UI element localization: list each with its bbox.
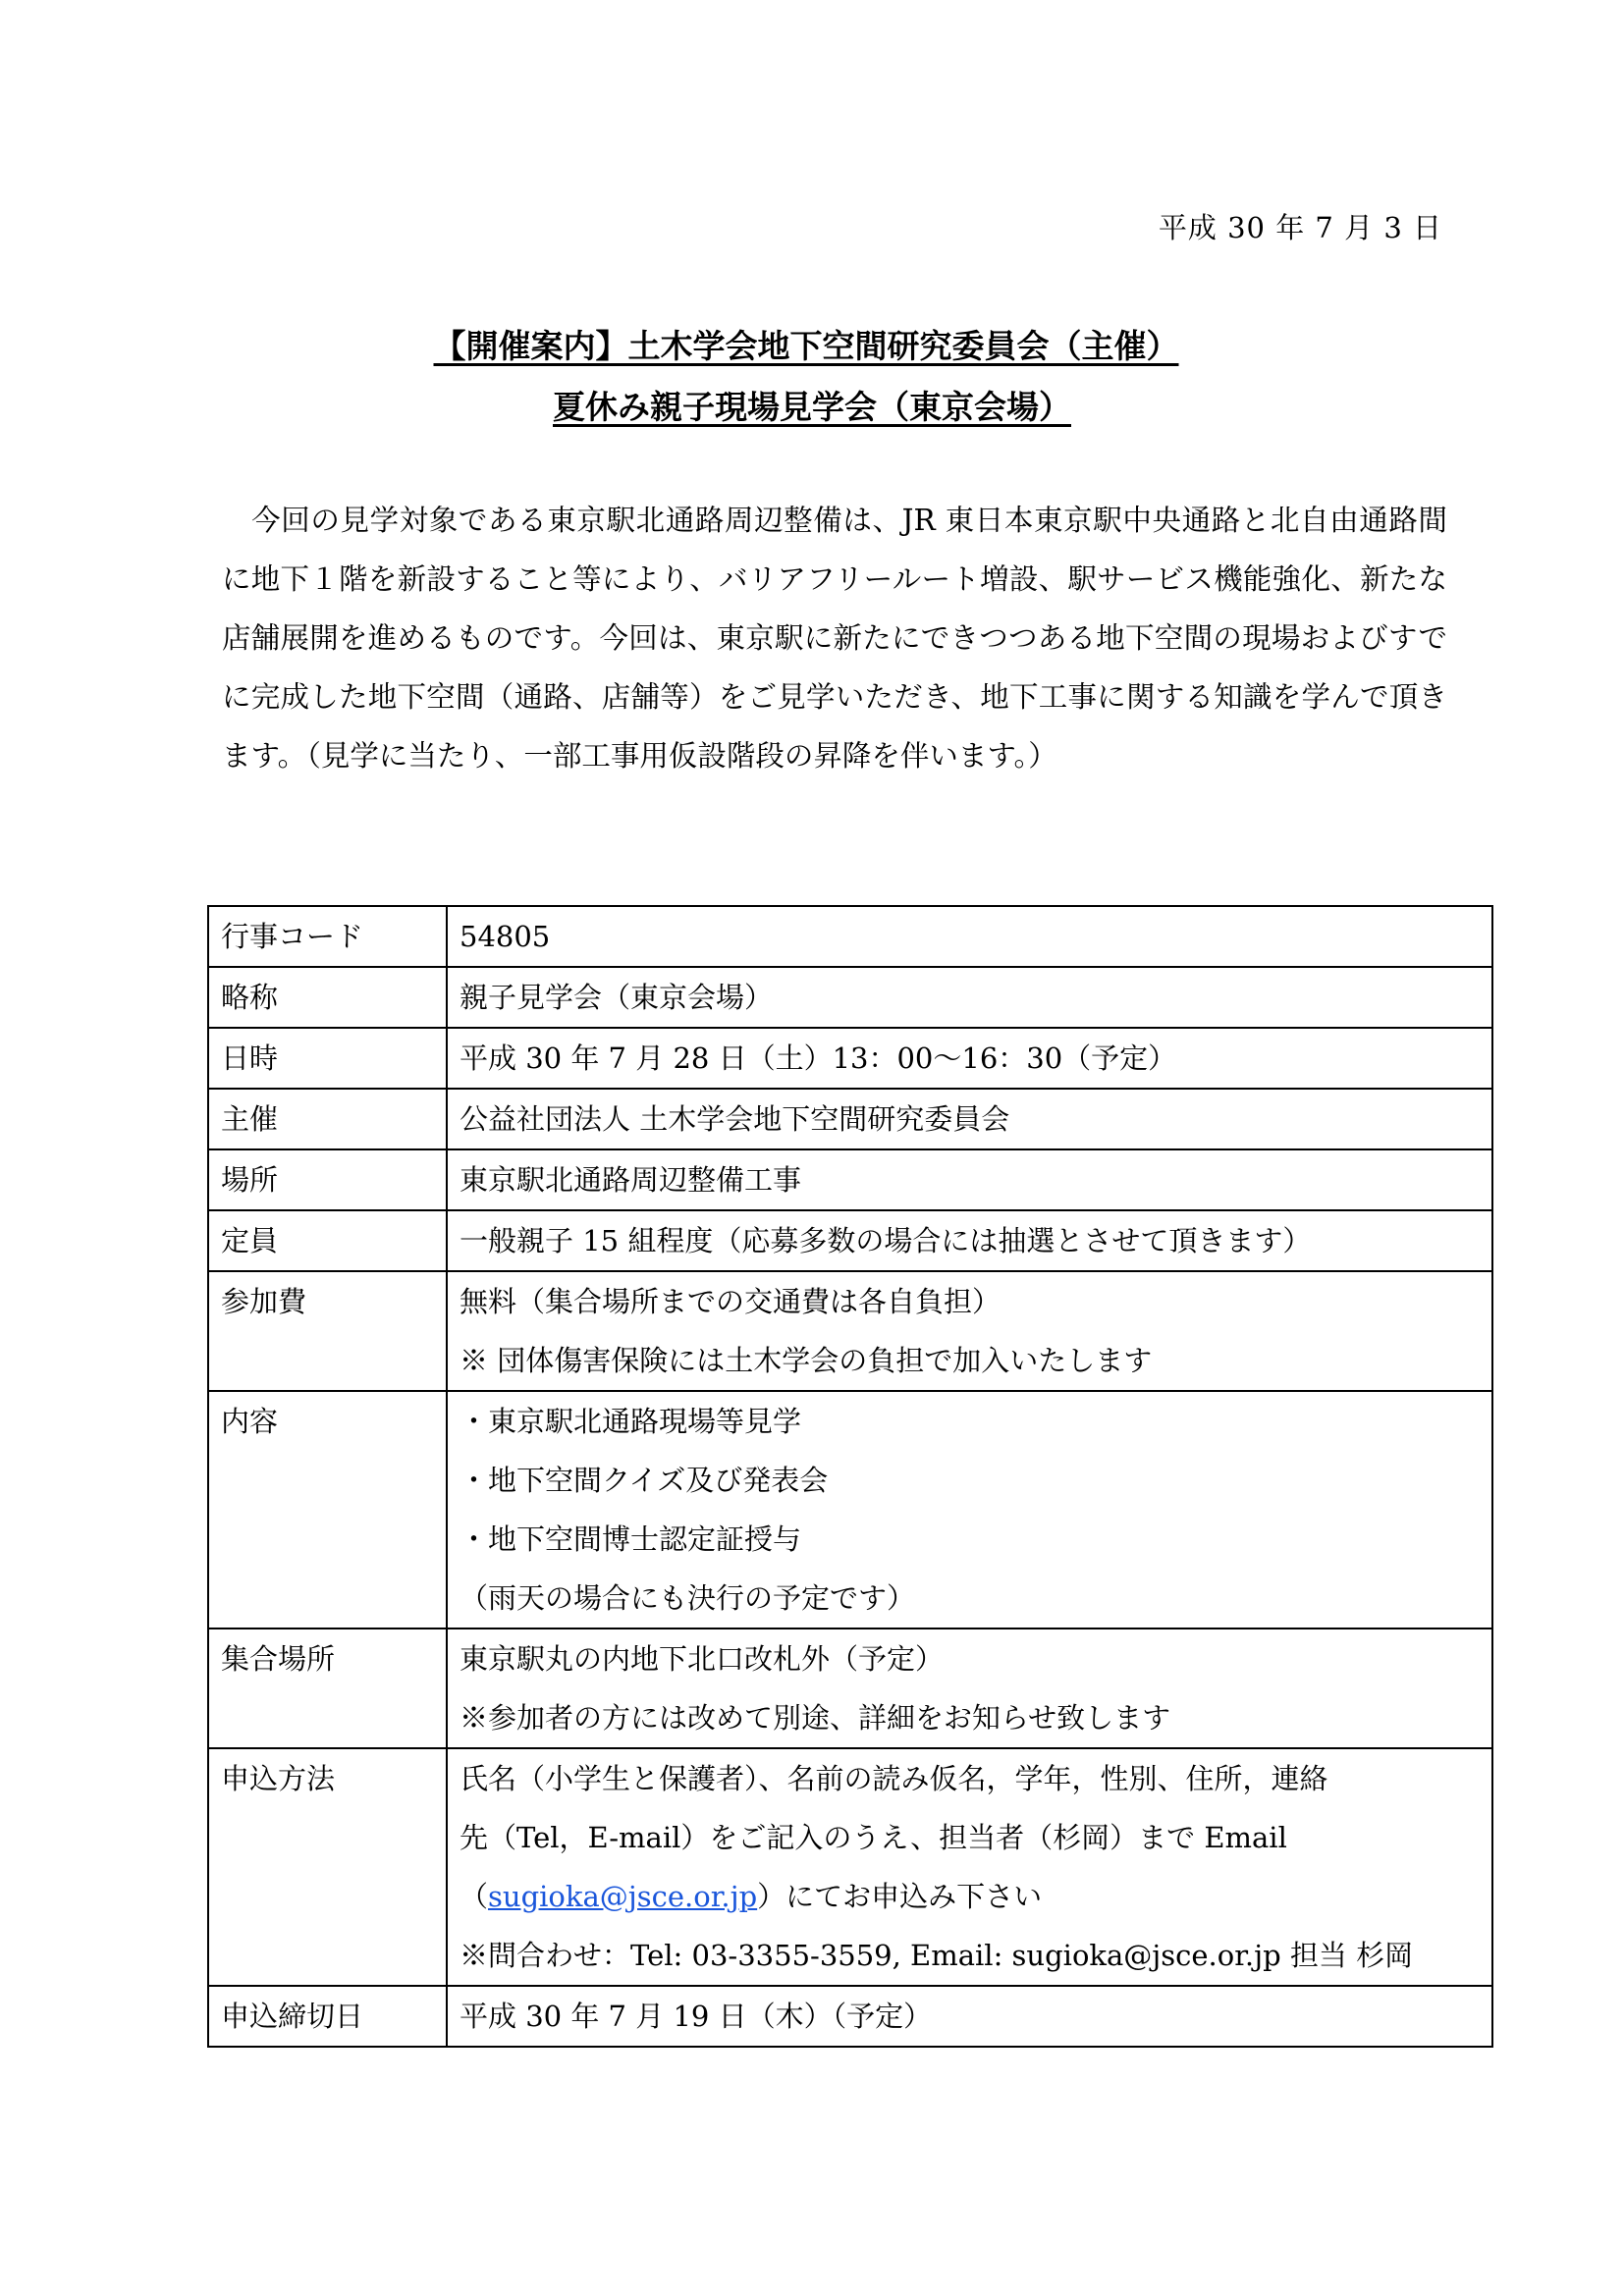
value-line: 平成 30 年 7 月 19 日（木）（予定） [460,2000,933,2033]
row-label-venue: 場所 [208,1149,447,1210]
row-label-organizer: 主催 [208,1089,447,1149]
value-line: 54805 [460,920,551,953]
row-label-deadline: 申込締切日 [208,1986,447,2047]
row-value-organizer [447,1089,1492,1149]
row-value-contents [447,1391,1492,1629]
value-line: ・地下空間博士認定証授与 [460,1522,802,1556]
row-value-short-name [447,967,1492,1028]
title-line-2: 夏休み親子現場見学会（東京会場） [553,388,1071,426]
table-row [208,1629,1492,1748]
row-value-fee [447,1271,1492,1391]
row-value-application-method [447,1748,1492,1986]
table-row [208,1271,1492,1391]
apply-suffix: ）にてお申込み下さい [757,1880,1043,1913]
event-info-table [207,905,1493,2048]
table-row [208,1089,1492,1149]
row-label-short-name: 略称 [208,967,447,1028]
intro-paragraph [222,491,1447,785]
row-value-datetime [447,1028,1492,1089]
intro-text: 今回の見学対象である東京駅北通路周辺整備は、JR 東日本東京駅中央通路と北自由通路間に地下１階を新設すること等により、バリアフリールート増設、駅サービス機能強化、新たな店舗展開を進めるものです。今回は、東京駅に新たにできつつある地下空間の現場およびすでに完成した地下空間（通路、店舗等）をご見学いただき、地下工事に関する知識を学んで頂きます。（見学に当たり、一部工事用仮設階段の昇降を伴います。） [222,504,1447,773]
row-label-fee: 参加費 [208,1271,447,1391]
value-line: 先（Tel，E-mail）をご記入のうえ、担当者（杉岡）まで Email [460,1821,1287,1854]
value-line: 一般親子 15 組程度（応募多数の場合には抽選とさせて頂きます） [460,1224,1312,1257]
value-line: ※ 団体傷害保険には土木学会の負担で加入いたします [460,1344,1153,1377]
row-label-application-method: 申込方法 [208,1748,447,1986]
value-line: 公益社団法人 土木学会地下空間研究委員会 [460,1102,1010,1136]
value-line: ※問合わせ：Tel: 03-3355-3559, Email: sugioka@jsce.or.jp 担当 杉岡 [460,1939,1414,1972]
title-line-1: 【開催案内】土木学会地下空間研究委員会（主催） [433,327,1179,365]
row-value-deadline [447,1986,1492,2047]
value-line: 平成 30 年 7 月 28 日（土）13：00～16：30（予定） [460,1041,1177,1075]
row-value-event-code [447,906,1492,967]
row-value-venue [447,1149,1492,1210]
table-row [208,1210,1492,1271]
table-row [208,1028,1492,1089]
value-line: ・東京駅北通路現場等見学 [460,1405,802,1438]
row-label-meeting-place: 集合場所 [208,1629,447,1748]
document-date: 平成 30 年 7 月 3 日 [1158,211,1442,244]
table-row [208,967,1492,1028]
email-link[interactable]: sugioka@jsce.or.jp [488,1880,758,1913]
row-label-capacity: 定員 [208,1210,447,1271]
table-row [208,1149,1492,1210]
value-line: 東京駅北通路周辺整備工事 [460,1163,802,1197]
value-line: 氏名（小学生と保護者）、名前の読み仮名，学年，性別、住所，連絡 [460,1762,1328,1795]
table-row [208,1748,1492,1986]
value-line: （雨天の場合にも決行の予定です） [460,1581,916,1615]
value-line: ※参加者の方には改めて別途、詳細をお知らせ致します [460,1701,1171,1735]
document-title [0,316,1624,438]
value-line: 無料（集合場所までの交通費は各自負担） [460,1285,1001,1318]
table-row [208,1986,1492,2047]
table-row [208,1391,1492,1629]
row-value-meeting-place [447,1629,1492,1748]
open-paren: （ [460,1880,489,1913]
table-row [208,906,1492,967]
row-label-datetime: 日時 [208,1028,447,1089]
row-value-capacity [447,1210,1492,1271]
row-label-contents: 内容 [208,1391,447,1629]
value-line: ・地下空間クイズ及び発表会 [460,1464,829,1497]
row-label-event-code: 行事コード [208,906,447,967]
value-line [460,1867,1491,1926]
value-line: 東京駅丸の内地下北口改札外（予定） [460,1642,945,1676]
value-line: 親子見学会（東京会場） [460,981,774,1014]
